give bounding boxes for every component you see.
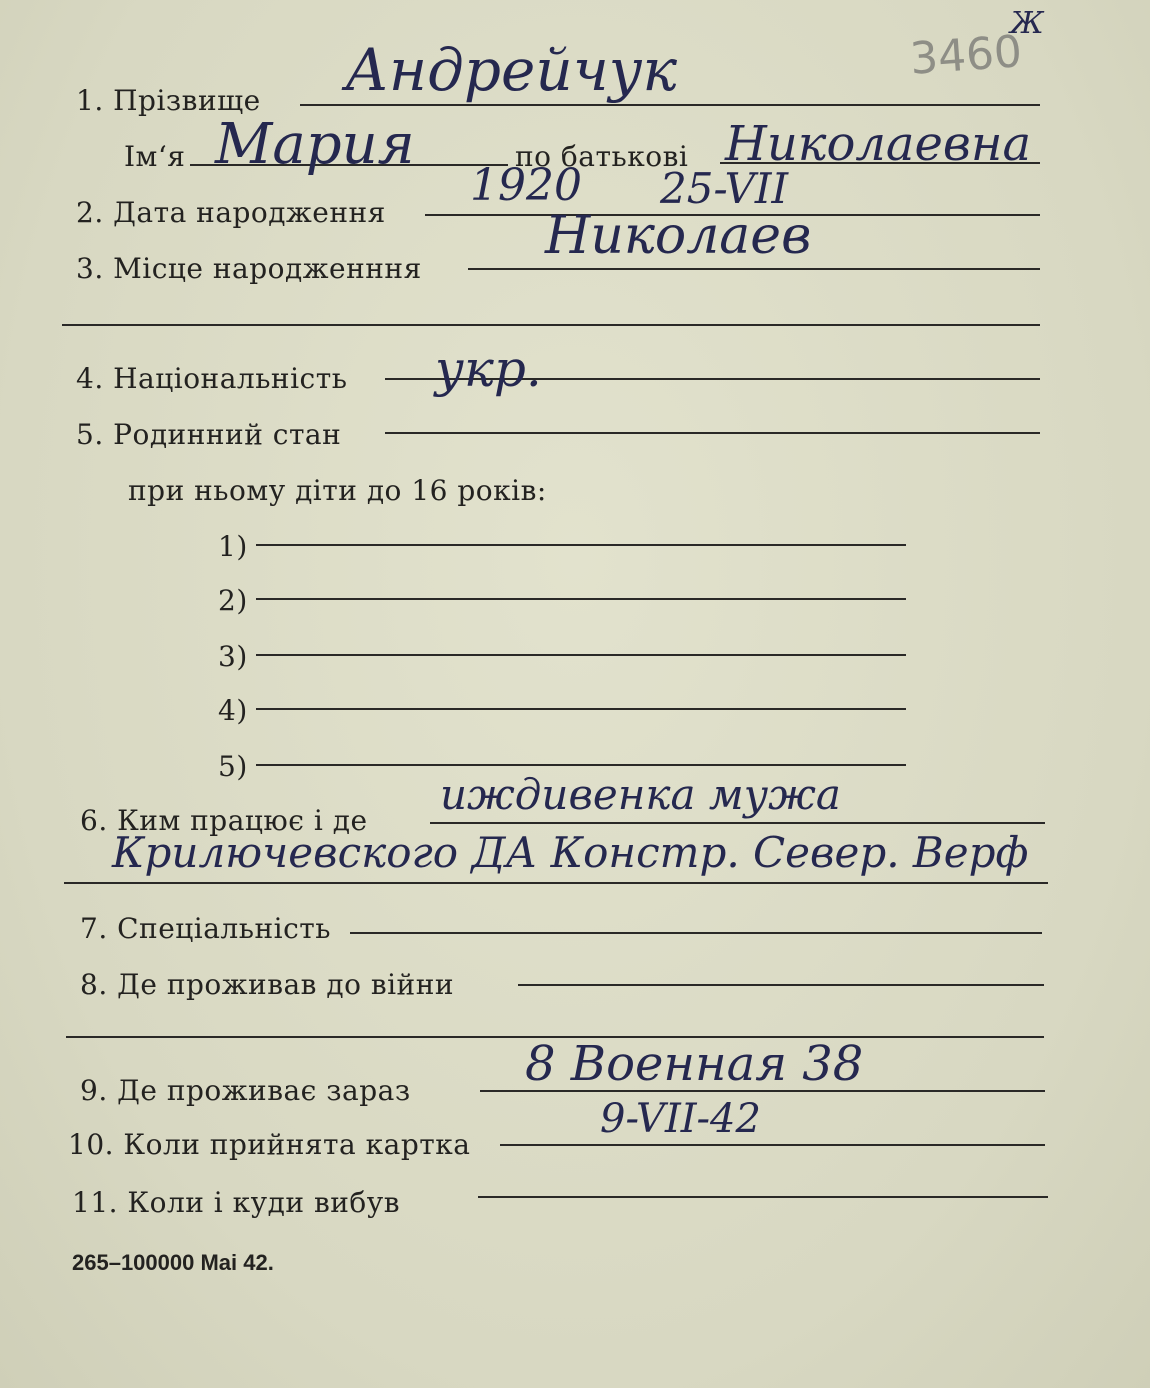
birth-place-extra-line xyxy=(62,324,1040,326)
child-2-label: 2) xyxy=(218,584,248,617)
work-line-1 xyxy=(430,822,1045,824)
specialty-line xyxy=(350,932,1042,934)
current-residence-label: 9. Де проживає зараз xyxy=(80,1074,411,1107)
child-4-line xyxy=(256,708,906,710)
child-5-line xyxy=(256,764,906,766)
surname-value: Андрейчук xyxy=(345,36,678,104)
marital-status-label: 5. Родинний стан xyxy=(76,418,342,451)
birth-place-value: Николаев xyxy=(545,206,812,266)
nationality-label: 4. Національність xyxy=(76,362,348,395)
birth-date-label: 2. Дата народження xyxy=(76,196,386,229)
birth-year-value: 1920 xyxy=(470,160,582,211)
child-3-line xyxy=(256,654,906,656)
birth-place-line xyxy=(468,268,1040,270)
current-residence-value: 8 Военная 38 xyxy=(525,1036,864,1092)
child-1-line xyxy=(256,544,906,546)
marital-status-line xyxy=(385,432,1040,434)
birth-place-label: 3. Місце народженння xyxy=(76,252,422,285)
departure-line xyxy=(478,1196,1048,1198)
specialty-label: 7. Спеціальність xyxy=(80,912,331,945)
surname-label: 1. Прізвище xyxy=(76,84,261,117)
child-3-label: 3) xyxy=(218,640,248,673)
work-line-2 xyxy=(64,882,1048,884)
work-value-line-2: Крилючевского ДА Констр. Север. Верф xyxy=(112,828,1029,877)
card-accepted-line xyxy=(500,1144,1045,1146)
children-label: при ньому діти до 16 років: xyxy=(128,474,547,507)
print-code: 265–100000 Mai 42. xyxy=(72,1250,274,1275)
patronymic-value: Николаевна xyxy=(725,116,1032,172)
prewar-residence-label: 8. Де проживав до війни xyxy=(80,968,455,1001)
surname-line xyxy=(300,104,1040,106)
departure-label: 11. Коли і куди вибув xyxy=(72,1186,400,1219)
nationality-value: укр. xyxy=(435,340,542,398)
work-value-line-1: иждивенка мужа xyxy=(440,770,841,819)
patronymic-label: по батькові xyxy=(515,140,689,173)
work-label: 6. Ким працює і де xyxy=(80,804,368,837)
card-accepted-value: 9-VII-42 xyxy=(600,1096,761,1142)
child-4-label: 4) xyxy=(218,694,248,727)
prewar-residence-line xyxy=(518,984,1044,986)
child-1-label: 1) xyxy=(218,530,248,563)
pencil-archive-number: 3460 xyxy=(908,26,1024,85)
top-mark: Ж xyxy=(1010,6,1044,41)
first-name-label: Ім‘я xyxy=(124,140,186,173)
birth-day-month-value: 25-VII xyxy=(660,164,789,213)
child-5-label: 5) xyxy=(218,750,248,783)
first-name-value: Мария xyxy=(215,112,415,177)
card-accepted-label: 10. Коли прийнята картка xyxy=(68,1128,471,1161)
child-2-line xyxy=(256,598,906,600)
